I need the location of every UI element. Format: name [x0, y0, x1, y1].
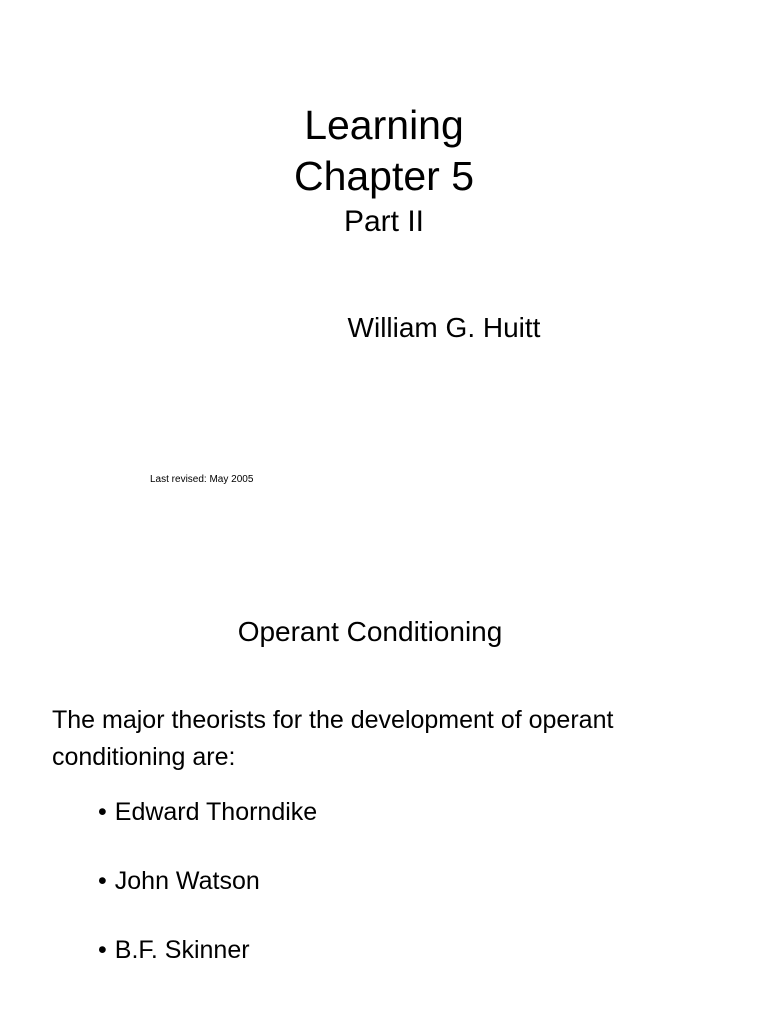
page-title-line-1: Learning: [304, 102, 464, 148]
list-item: [98, 798, 698, 827]
author-name: William G. Huitt: [347, 312, 541, 343]
list-item-label: Edward Thorndike: [114, 798, 318, 826]
list-item-label: B.F. Skinner: [114, 936, 250, 964]
page-title-line-2: Chapter 5: [293, 153, 475, 199]
bullet-icon: •: [98, 936, 107, 964]
section-heading: Operant Conditioning: [237, 616, 503, 647]
title-block: [0, 100, 768, 241]
slide-operant-conditioning: [0, 512, 768, 1024]
list-item: [98, 867, 698, 896]
page-subtitle: Part II: [343, 205, 425, 238]
theorists-list: [98, 798, 698, 1005]
last-revised-note: Last revised: May 2005: [150, 474, 254, 485]
list-item: [98, 936, 698, 965]
bullet-icon: •: [98, 867, 107, 895]
section-body-text: The major theorists for the development of operant conditioning are:: [52, 706, 614, 771]
bullet-icon: •: [98, 798, 107, 826]
list-item-label: John Watson: [114, 867, 260, 895]
